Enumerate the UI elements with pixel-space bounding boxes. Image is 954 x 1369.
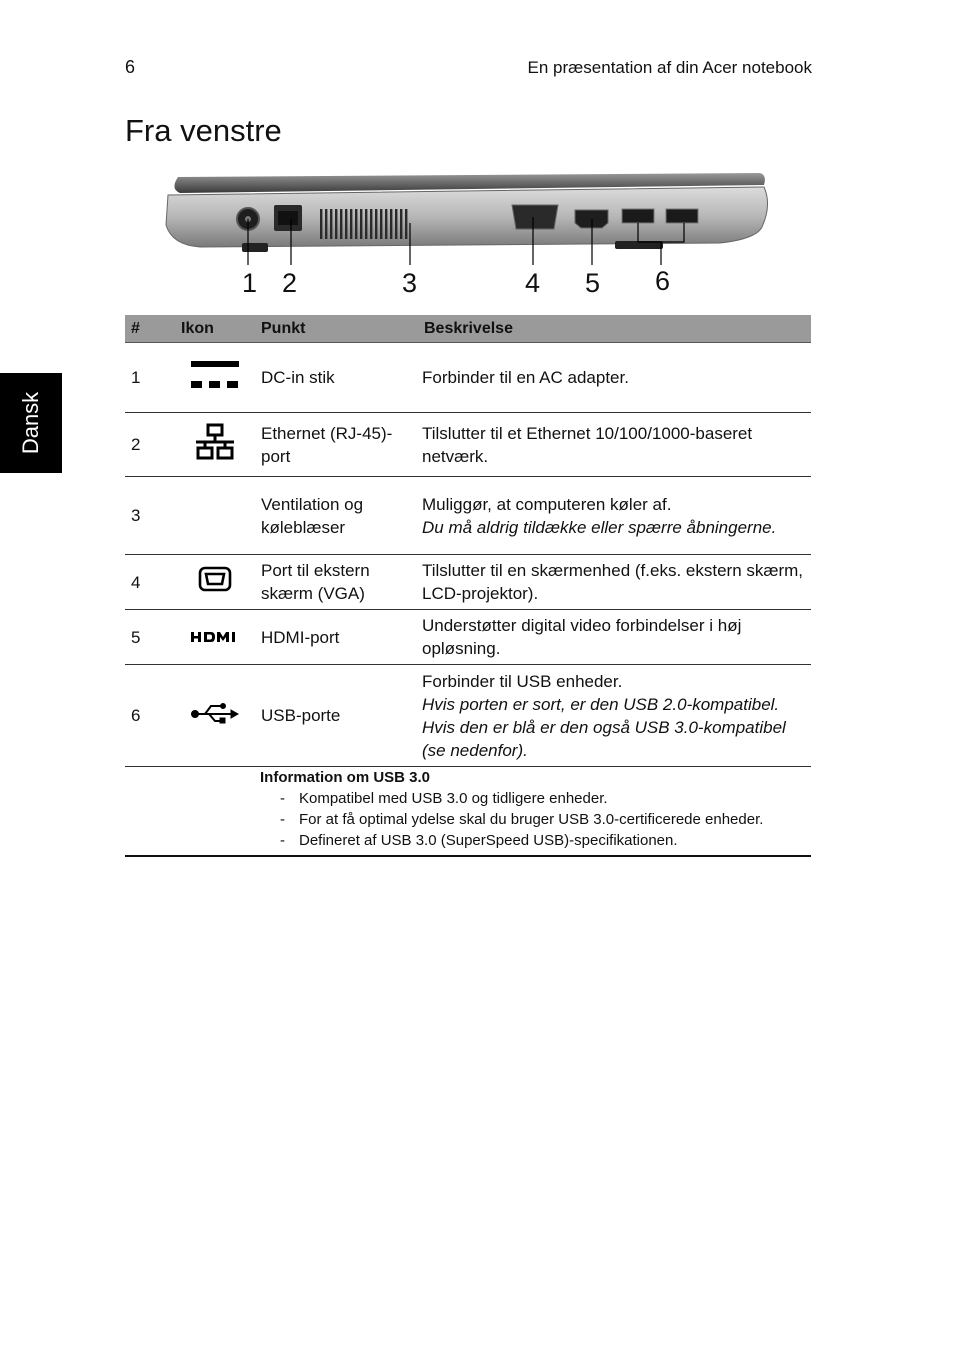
callout-6: 6 [655,266,671,296]
row-description: Tilslutter til et Ethernet 10/100/1000-baseret netværk. [418,413,811,477]
header-description: Beskrivelse [418,315,811,343]
table-row [125,343,811,413]
row-item: Port til ekstern skærm (VGA) [255,555,418,610]
row-item: HDMI-port [255,610,418,665]
header-icon: Ikon [175,315,255,343]
row-item: DC-in stik [255,343,418,413]
callout-2: 2 [282,268,298,298]
row-number: 2 [125,413,175,477]
row-item: Ventilation og køleblæser [255,477,418,555]
row-number: 5 [125,610,175,665]
callout-1: 1 [242,268,258,298]
table-row [125,555,811,610]
hdmi-icon [191,631,239,643]
table-row [125,665,811,767]
list-item-text: For at få optimal ydelse skal du bruger USB 3.0-certificerede enheder. [299,811,764,828]
table-row [125,610,811,665]
ethernet-icon [194,423,236,461]
row-note: Du må aldrig tildække eller spærre åbningerne. [422,517,777,537]
row-description: Understøtter digital video forbindelser i høj opløsning. [418,610,811,665]
callout-4: 4 [525,268,541,298]
dc-in-icon [191,361,239,389]
row-item: USB-porte [255,665,418,767]
page-number: 6 [125,57,136,77]
row-note: Hvis porten er sort, er den USB 2.0-kompatibel. Hvis den er blå er den også USB 3.0-kompatibel (se nedenfor). [422,694,786,760]
list-item: - Defineret af USB 3.0 (SuperSpeed USB)-specifikationen. [260,830,811,851]
running-header: En præsentation af din Acer notebook [527,58,812,77]
list-item: - Kompatibel med USB 3.0 og tidligere enheder. [260,788,811,809]
language-side-tab-label: Dansk [18,391,43,455]
header-item: Punkt [255,315,418,343]
row-number: 6 [125,665,175,767]
usb-info-title: Information om USB 3.0 [260,769,431,786]
table-row [125,477,811,555]
row-description: Tilslutter til en skærmenhed (f.eks. ekstern skærm, LCD-projektor). [418,555,811,610]
section-title: Fra venstre [125,113,282,148]
row-description: Forbinder til USB enheder. [422,671,623,691]
list-item-text: Defineret af USB 3.0 (SuperSpeed USB)-specifikationen. [299,832,678,849]
vga-icon [198,566,232,592]
table-row [125,413,811,477]
row-number: 4 [125,555,175,610]
callout-3: 3 [402,268,418,298]
row-number: 3 [125,477,175,555]
table-header-row [125,315,811,343]
usb-info-box [125,767,811,855]
usb-icon [191,702,239,724]
row-number: 1 [125,343,175,413]
language-side-tab [0,373,62,473]
usb-info-row [125,767,811,857]
laptop-left-side-illustration [160,165,772,273]
header-num: # [125,315,175,343]
usb-info-list [260,788,811,851]
list-item: - For at få optimal ydelse skal du bruger USB 3.0-certificerede enheder. [260,809,811,830]
list-item-text: Kompatibel med USB 3.0 og tidligere enheder. [299,790,608,807]
row-description: Muliggør, at computeren køler af. [422,494,672,514]
ports-table [125,315,811,857]
row-item: Ethernet (RJ-45)-port [255,413,418,477]
row-description: Forbinder til en AC adapter. [418,343,811,413]
callout-5: 5 [585,268,601,298]
